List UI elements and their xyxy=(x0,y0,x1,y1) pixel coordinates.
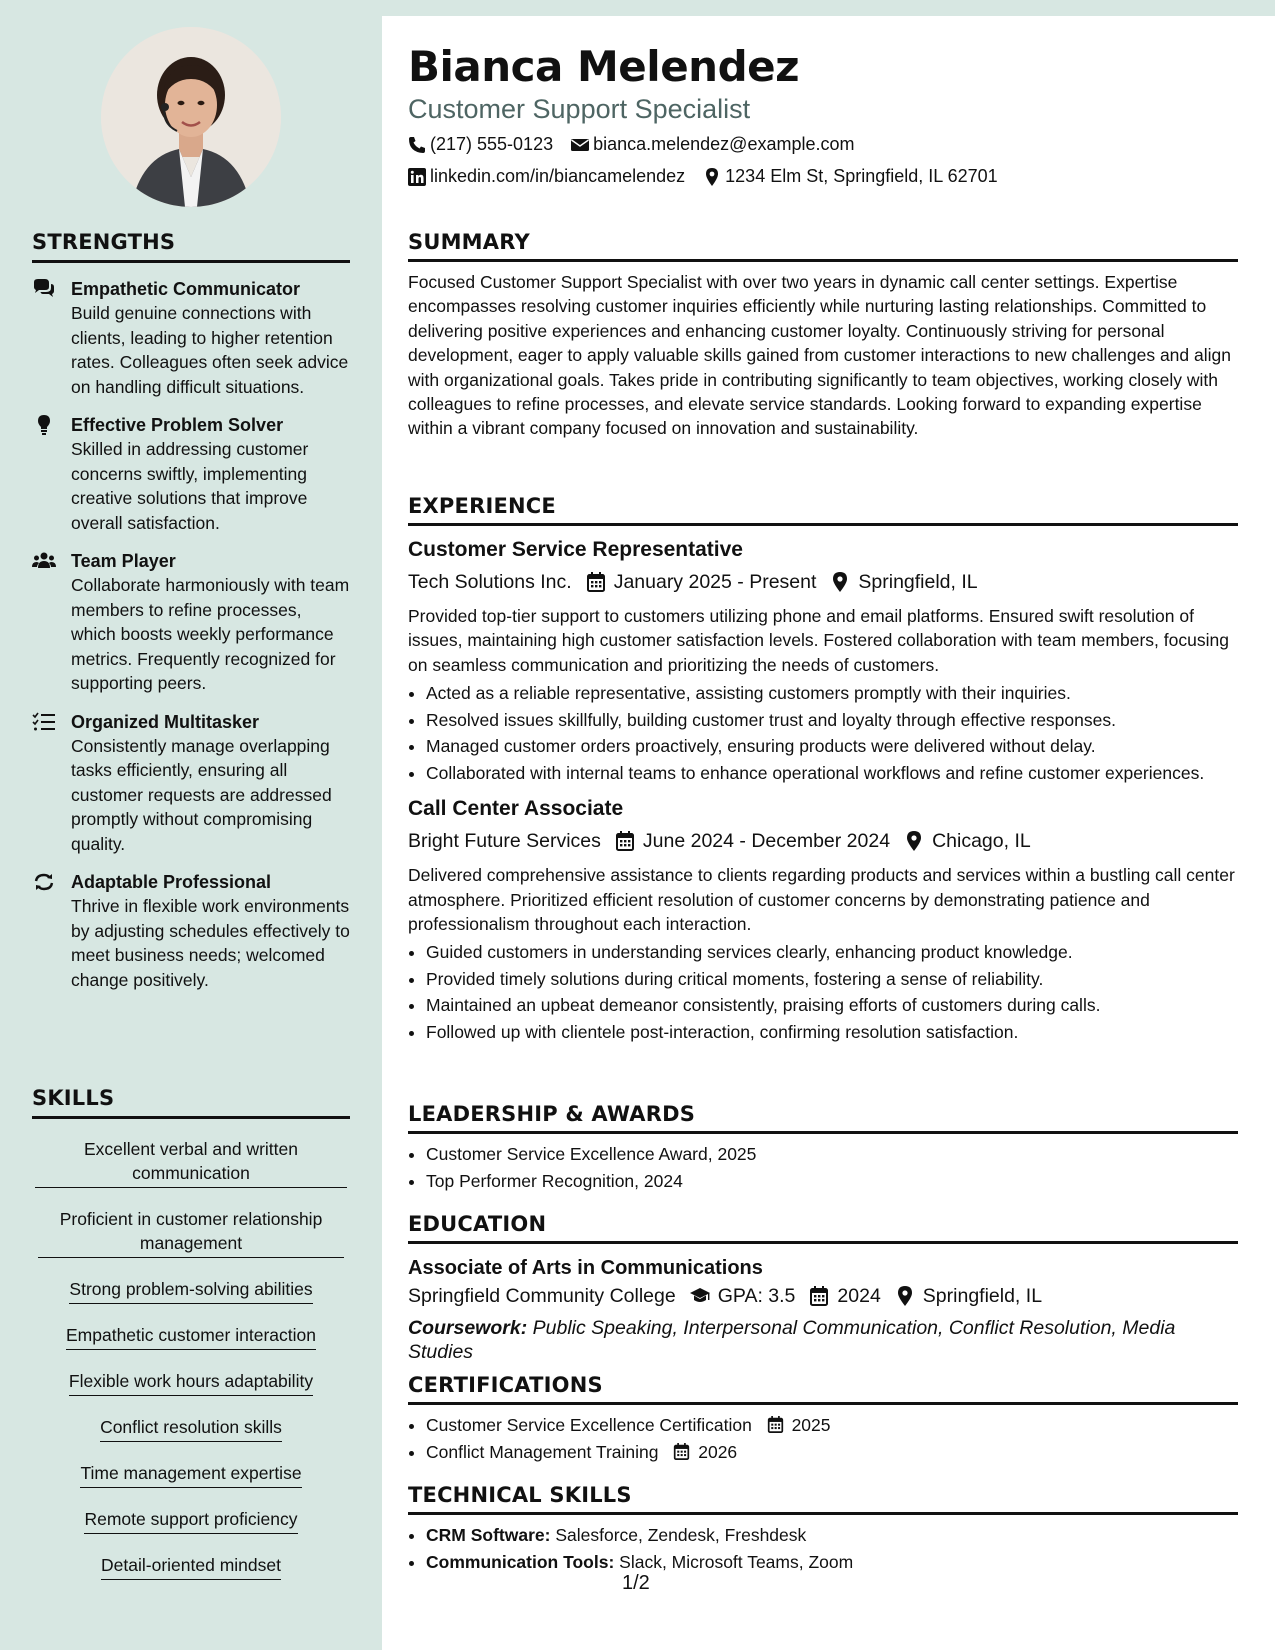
cert-name: Conflict Management Training xyxy=(426,1441,659,1462)
job-title: Call Center Associate xyxy=(408,797,624,821)
list-item: • Resolved issues skillfully, building customer trust and loyalty through effective responses. xyxy=(426,708,1238,733)
job-bullets xyxy=(408,940,1238,1044)
list-item xyxy=(426,1523,1238,1548)
calendar-icon xyxy=(615,831,635,851)
location-pin-icon xyxy=(703,168,721,186)
tech-label: CRM Software: xyxy=(426,1525,551,1545)
cert-year: 2025 xyxy=(791,1415,831,1435)
job-description: Provided top-tier support to customers utilizing phone and email platforms. Ensured swift resolution of issues, maintaining high customer satisfaction levels. Fostered collaboration with team members, focusing on seamless communication and prioritizing the needs of customers. xyxy=(408,606,1229,675)
summary-section xyxy=(408,230,1238,441)
job-description: Delivered comprehensive assistance to clients regarding products and services within a bustling call center atmosphere. Prioritized efficient resolution of customer concerns by demonstrating patience and professionalism throughout each interaction. xyxy=(408,865,1235,935)
email-link[interactable]: bianca.melendez@example.com xyxy=(593,134,855,154)
skills-heading: SKILLS xyxy=(32,1086,350,1119)
strength-item xyxy=(32,277,350,399)
skill-item: Empathetic customer interaction xyxy=(66,1323,316,1350)
tech-label: Communication Tools: xyxy=(426,1551,615,1572)
experience-heading: EXPERIENCE xyxy=(408,494,1238,526)
strength-item xyxy=(32,413,350,535)
job-meta xyxy=(408,827,1238,855)
list-item: • Guided customers in understanding services clearly, enhancing product knowledge. xyxy=(426,940,1238,965)
job-meta xyxy=(408,568,1238,596)
graduation-year: 2024 xyxy=(837,1284,881,1307)
calendar-icon xyxy=(767,1416,784,1433)
list-item xyxy=(426,1413,1238,1438)
certifications-heading: CERTIFICATIONS xyxy=(408,1373,1238,1405)
skill-item: Flexible work hours adaptability xyxy=(69,1369,313,1396)
linkedin-icon xyxy=(408,168,426,186)
skill-item: Strong problem-solving abilities xyxy=(69,1277,312,1304)
calendar-icon xyxy=(673,1443,690,1460)
job-dates: June 2024 - December 2024 xyxy=(642,829,891,852)
calendar-icon xyxy=(809,1286,829,1306)
strength-title: Team Player xyxy=(71,551,176,571)
technical-skills-section xyxy=(408,1483,1238,1576)
strength-desc: Thrive in flexible work environments by adjusting schedules effectively to meet business needs; welcomed change positively. xyxy=(71,896,350,990)
school-name: Springfield Community College xyxy=(408,1284,676,1307)
sidebar xyxy=(0,0,382,1650)
certifications-list xyxy=(408,1413,1238,1464)
list-item: • Followed up with clientele post-interaction, confirming resolution satisfaction. xyxy=(426,1020,1238,1045)
phone-number: (217) 555-0123 xyxy=(430,134,554,154)
job-entry xyxy=(408,795,1238,1044)
strength-desc: Consistently manage overlapping tasks efficiently, ensuring all customer requests are addressed promptly without compromising quality. xyxy=(71,735,332,854)
strength-title: Effective Problem Solver xyxy=(71,415,284,435)
strength-item xyxy=(32,549,350,696)
education-meta xyxy=(408,1282,1238,1310)
job-entry xyxy=(408,536,1238,785)
skill-item: Excellent verbal and written communication xyxy=(35,1137,347,1188)
refresh-icon xyxy=(32,872,56,892)
list-item xyxy=(426,1550,1238,1575)
coursework-label: Coursework: xyxy=(408,1317,528,1339)
graduation-cap-icon xyxy=(690,1286,710,1306)
degree-title: Associate of Arts in Communications xyxy=(408,1257,763,1279)
skill-item: Remote support proficiency xyxy=(84,1507,297,1534)
skill-item: Time management expertise xyxy=(80,1461,301,1488)
job-dates: January 2025 - Present xyxy=(613,570,817,593)
skill-item: Detail-oriented mindset xyxy=(101,1553,281,1580)
awards-section xyxy=(408,1102,1238,1195)
list-item xyxy=(426,1440,1238,1465)
strength-desc: Collaborate harmoniously with team members to refine processes, which boosts weekly performance metrics. Frequently recognized for supporting peers. xyxy=(71,575,350,693)
envelope-icon xyxy=(571,136,589,154)
page-number: 1/2 xyxy=(622,1572,650,1594)
skill-item: Conflict resolution skills xyxy=(100,1415,282,1442)
candidate-name: Bianca Melendez xyxy=(408,42,800,91)
technical-skills-heading: TECHNICAL SKILLS xyxy=(408,1483,1238,1515)
cert-year: 2026 xyxy=(698,1441,738,1462)
education-heading: EDUCATION xyxy=(408,1212,1238,1244)
gpa: GPA: 3.5 xyxy=(717,1284,796,1307)
avatar xyxy=(101,27,281,207)
strength-desc: Skilled in addressing customer concerns swiftly, implementing creative solutions that improve overall satisfaction. xyxy=(71,439,309,533)
awards-heading: LEADERSHIP & AWARDS xyxy=(408,1102,1238,1134)
tech-value: Slack, Microsoft Teams, Zoom xyxy=(619,1551,854,1572)
experience-section xyxy=(408,494,1238,1046)
job-title: Customer Service Representative xyxy=(408,538,743,561)
coursework-list: Public Speaking, Interpersonal Communication, Conflict Resolution, Media Studies xyxy=(408,1317,1176,1363)
list-item: • Collaborated with internal teams to enhance operational workflows and refine customer experiences. xyxy=(426,761,1238,786)
phone-icon xyxy=(408,136,426,154)
skill-item: Proficient in customer relationship management xyxy=(38,1207,344,1258)
contact-row-1 xyxy=(408,134,855,155)
awards-list xyxy=(408,1142,1238,1193)
tech-value: Salesforce, Zendesk, Freshdesk xyxy=(555,1525,807,1545)
job-bullets xyxy=(408,681,1238,785)
strength-desc: Build genuine connections with clients, leading to higher retention rates. Colleagues often seek advice on handling difficult situations. xyxy=(71,303,349,397)
list-item: • Managed customer orders proactively, ensuring products were delivered without delay. xyxy=(426,734,1238,759)
strength-title: Empathetic Communicator xyxy=(71,279,301,299)
list-item: • Acted as a reliable representative, assisting customers promptly with their inquiries. xyxy=(426,681,1238,706)
strength-item xyxy=(32,710,350,857)
list-item: • Provided timely solutions during critical moments, fostering a sense of reliability. xyxy=(426,967,1238,992)
linkedin-link[interactable]: linkedin.com/in/biancamelendez xyxy=(430,166,686,186)
certifications-section xyxy=(408,1373,1238,1466)
summary-text: Focused Customer Support Specialist with over two years in dynamic call center settings. Expertise encompasses resolving customer inquiries efficiently while nurturing lasting relationships. Committed to delivering positive experiences and enhancing customer loyalty. Continuously striving for personal development, eager to apply valuable skills gained from customer interactions to new challenges and align with organizational goals. Takes pride in contributing significantly to team objectives, working closely with colleagues to refine processes, and elevate service standards. Looking forward to expanding expertise within a vibrant company focused on innovation and sustainability. xyxy=(408,272,1231,439)
skills-section xyxy=(32,1086,350,1599)
job-location: Springfield, IL xyxy=(858,570,978,593)
strengths-section xyxy=(32,230,350,992)
comments-icon xyxy=(32,279,56,299)
address: 1234 Elm St, Springfield, IL 62701 xyxy=(725,166,998,186)
education-section xyxy=(408,1212,1238,1364)
strengths-heading: STRENGTHS xyxy=(32,230,350,263)
strength-item xyxy=(32,870,350,992)
strength-title: Organized Multitasker xyxy=(71,711,260,732)
job-company: Bright Future Services xyxy=(408,829,601,852)
contact-row-2 xyxy=(408,166,998,187)
school-location: Springfield, IL xyxy=(922,1284,1043,1307)
calendar-icon xyxy=(586,572,606,592)
location-pin-icon xyxy=(904,831,924,851)
list-item: • Customer Service Excellence Award, 2025 xyxy=(426,1142,1238,1167)
strength-title: Adaptable Professional xyxy=(71,872,272,892)
technical-skills-list xyxy=(408,1523,1238,1574)
location-pin-icon xyxy=(830,572,850,592)
lightbulb-icon xyxy=(32,415,56,435)
summary-heading: SUMMARY xyxy=(408,230,1238,262)
job-company: Tech Solutions Inc. xyxy=(408,570,572,593)
main-content xyxy=(382,16,1275,1650)
users-icon xyxy=(32,551,56,571)
candidate-role: Customer Support Specialist xyxy=(408,94,751,124)
list-item: • Top Performer Recognition, 2024 xyxy=(426,1169,1238,1194)
coursework xyxy=(408,1316,1238,1364)
location-pin-icon xyxy=(895,1286,915,1306)
cert-name: Customer Service Excellence Certification xyxy=(426,1415,752,1435)
list-item: • Maintained an upbeat demeanor consistently, praising efforts of customers during calls. xyxy=(426,993,1238,1018)
job-location: Chicago, IL xyxy=(932,829,1031,852)
list-check-icon xyxy=(32,712,56,732)
